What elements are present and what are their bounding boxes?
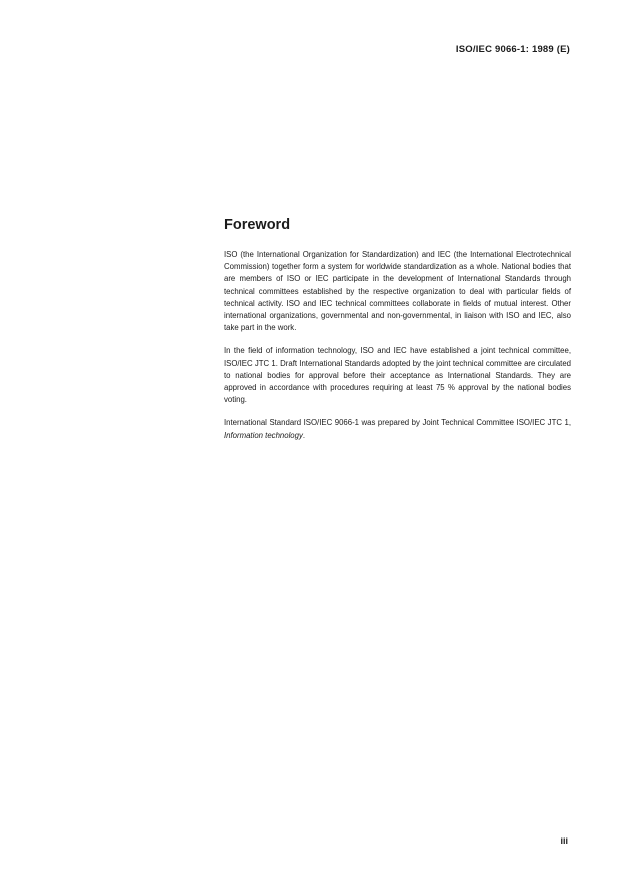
paragraph-3-end: .	[302, 430, 306, 440]
paragraph-3-emphasis: Information technology	[224, 430, 303, 440]
paragraph-2: In the field of information technology, ISO and IEC have established a joint technical committee, ISO/IEC JTC 1. Draft International Standards adopted by the joint technical committee are circulated to national bodies for approval before their acceptance as International Standards. They are approved in accordance with procedures requiring at least 75 % approval by the national bodies voting.	[224, 346, 571, 405]
document-reference: ISO/IEC 9066-1: 1989 (E)	[455, 44, 570, 55]
paragraph-3-text: International Standard ISO/IEC 9066-1 was prepared by Joint Technical Committee ISO/IEC JTC 1,	[224, 418, 571, 428]
paragraph-1: ISO (the International Organization for Standardization) and IEC (the International Electrotechnical Commission) together form a system for worldwide standardization as a whole. National bodies that are members of ISO or IEC participate in the development of International Standards through technical committees established by the respective organization to deal with particular fields of technical activity. ISO and IEC technical committees collaborate in fields of mutual interest. Other international organizations, governmental and non-governmental, in liaison with ISO and IEC, also take part in the work.	[224, 250, 571, 333]
page-number: iii	[560, 836, 568, 846]
paragraph-3	[224, 417, 571, 441]
foreword-body	[224, 249, 571, 442]
page-title: Foreword	[224, 217, 291, 233]
